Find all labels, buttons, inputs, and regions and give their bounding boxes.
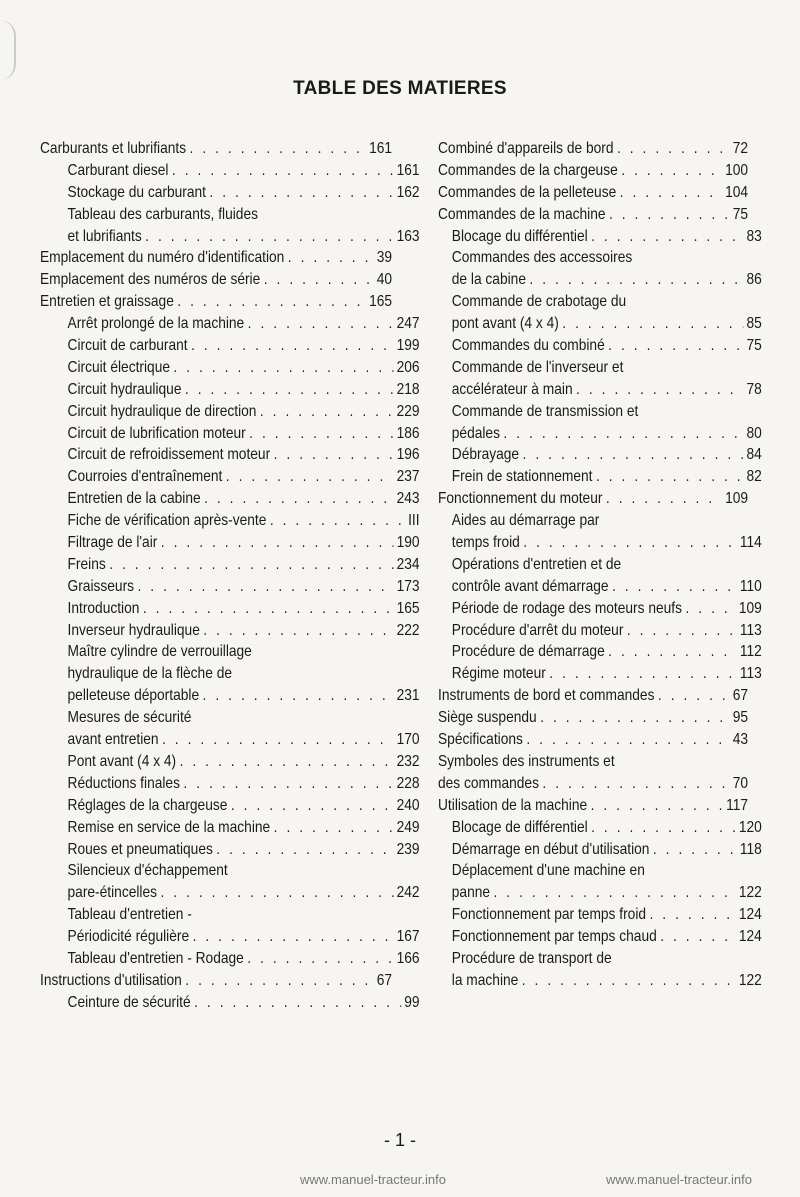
toc-entry-page: 109	[725, 490, 749, 508]
toc-entry[interactable]	[438, 839, 762, 861]
toc-entry[interactable]	[438, 620, 762, 642]
toc-entry-page: 70	[732, 774, 749, 792]
toc-entry-title: contrôle avant démarrage	[451, 577, 609, 595]
toc-entry[interactable]	[438, 882, 762, 904]
dot-leader	[177, 291, 365, 313]
toc-entry-page: 161	[396, 161, 420, 179]
toc-entry	[438, 401, 762, 423]
toc-entry-title: pédales	[451, 424, 500, 442]
toc-entry-title: Opérations d'entretien et de	[451, 555, 622, 573]
toc-entry-page: 113	[739, 621, 762, 639]
dot-leader	[523, 532, 736, 554]
toc-entry-title: Instruments de bord et commandes	[438, 687, 655, 705]
toc-entry-title: Commandes de la pelleteuse	[438, 183, 617, 201]
toc-entry-title: pont avant (4 x 4)	[451, 315, 559, 333]
dot-leader	[191, 335, 393, 357]
toc-entry-title: Circuit de refroidissement moteur	[67, 446, 271, 464]
toc-entry-title: Blocage de différentiel	[451, 818, 588, 836]
toc-entry-page: 112	[739, 643, 762, 661]
dot-leader	[216, 839, 393, 861]
toc-entry-title: Arrêt prolongé de la machine	[67, 315, 245, 333]
toc-entry-title: Circuit de carburant	[67, 337, 188, 355]
dot-leader	[260, 401, 393, 423]
dot-leader	[204, 488, 393, 510]
toc-entry-page: 239	[396, 840, 420, 858]
toc-entry-page: 43	[732, 731, 749, 749]
toc-entry-title: Circuit de lubrification moteur	[67, 424, 246, 442]
toc-entry-title: Procédure d'arrêt du moteur	[451, 621, 624, 639]
toc-entry[interactable]	[438, 904, 762, 926]
toc-entry-page: 75	[732, 205, 749, 223]
toc-entry-page: 231	[396, 687, 420, 705]
toc-entry[interactable]	[40, 335, 420, 357]
dot-leader	[549, 663, 736, 685]
dot-leader	[522, 970, 736, 992]
toc-entry[interactable]	[40, 598, 420, 620]
dot-leader	[160, 882, 393, 904]
toc-entry-page: 166	[396, 949, 420, 967]
toc-entry[interactable]	[40, 795, 420, 817]
toc-entry[interactable]	[40, 510, 420, 532]
toc-entry-page: 40	[376, 271, 393, 289]
toc-entry-page: 84	[746, 446, 762, 464]
toc-entry-page: 67	[732, 687, 749, 705]
toc-entry-page: 113	[739, 665, 762, 683]
dot-leader	[190, 138, 366, 160]
toc-entry	[40, 860, 420, 882]
toc-entry-page: 243	[396, 490, 420, 508]
toc-entry[interactable]	[438, 444, 762, 466]
toc-entry[interactable]	[438, 817, 762, 839]
toc-entry	[438, 247, 762, 269]
toc-entry-title: Réductions finales	[67, 774, 180, 792]
toc-entry-title: Démarrage en début d'utilisation	[451, 840, 650, 858]
toc-entry[interactable]	[438, 576, 762, 598]
toc-entry-title: Inverseur hydraulique	[67, 621, 200, 639]
page-number: - 1 -	[383, 1130, 416, 1150]
toc-entry[interactable]	[40, 357, 420, 379]
toc-entry-page: 162	[396, 183, 420, 201]
toc-entry-page: 72	[732, 140, 749, 157]
dot-leader	[685, 598, 735, 620]
toc-entry-title: Circuit hydraulique	[67, 380, 182, 398]
toc-entry[interactable]	[40, 466, 420, 488]
toc-entry-title: Aides au démarrage par	[451, 512, 600, 530]
toc-entry-title: panne	[451, 884, 491, 902]
toc-entry[interactable]	[40, 882, 420, 904]
toc-entry[interactable]	[40, 773, 420, 795]
toc-entry-title: Remise en service de la machine	[67, 818, 271, 836]
toc-entry-title: Introduction	[67, 599, 140, 617]
toc-entry-page: 85	[746, 315, 762, 333]
toc-entry-page: 124	[738, 906, 762, 924]
dot-leader	[143, 598, 393, 620]
dot-leader	[264, 269, 374, 291]
toc-entry[interactable]	[40, 839, 420, 861]
toc-entry-page: 86	[746, 271, 762, 289]
toc-entry-title: Siège suspendu	[438, 709, 537, 727]
toc-entry-page: 173	[396, 577, 420, 595]
dot-leader	[185, 379, 393, 401]
toc-entry-title: Combiné d'appareils de bord	[438, 140, 614, 157]
toc-entry	[438, 357, 762, 379]
dot-leader	[249, 423, 393, 445]
toc-entry	[438, 751, 748, 773]
toc-entry[interactable]	[438, 773, 748, 795]
toc-entry-title: des commandes	[438, 774, 539, 792]
dot-leader	[274, 817, 394, 839]
toc-entry-page: 222	[396, 621, 420, 639]
toc-entry[interactable]	[40, 729, 420, 751]
toc-entry-title: Mesures de sécurité	[67, 709, 192, 727]
toc-entry-title: Tableau d'entretien -	[67, 906, 192, 924]
dot-leader	[203, 685, 394, 707]
dot-leader	[162, 729, 393, 751]
toc-entry-page: 190	[396, 534, 420, 552]
dot-leader	[621, 160, 721, 182]
toc-entry-page: 163	[396, 227, 420, 245]
toc-entry[interactable]	[40, 313, 420, 335]
dot-leader	[542, 773, 729, 795]
toc-entry-title: Circuit hydraulique de direction	[67, 402, 257, 420]
dot-leader	[161, 532, 393, 554]
toc-entry	[40, 663, 420, 685]
toc-entry	[438, 948, 762, 970]
dot-leader	[649, 904, 735, 926]
toc-entry-title: Commandes de la chargeuse	[438, 161, 618, 179]
toc-entry[interactable]	[40, 576, 420, 598]
toc-entry[interactable]	[40, 488, 420, 510]
toc-entry-title: de la cabine	[451, 271, 526, 289]
toc-entry-title: pelleteuse déportable	[67, 687, 200, 705]
toc-entry-title: Silencieux d'échappement	[67, 862, 228, 880]
toc-entry-page: 95	[732, 709, 749, 727]
toc-entry-page: 124	[738, 928, 762, 946]
toc-entry[interactable]	[438, 423, 762, 445]
toc-entry[interactable]	[40, 423, 420, 445]
toc-entry-title: Frein de stationnement	[451, 468, 593, 486]
toc-entry-page: 186	[396, 424, 420, 442]
toc-entry	[40, 204, 420, 226]
toc-entry-page: III	[408, 512, 420, 530]
toc-entry-page: 167	[396, 928, 420, 946]
toc-entry	[438, 554, 762, 576]
toc-entry-title: Stockage du carburant	[67, 183, 206, 201]
toc-entry-title: Réglages de la chargeuse	[67, 796, 228, 814]
toc-entry-title: avant entretien	[67, 731, 159, 749]
toc-entry-page: 237	[396, 468, 420, 486]
toc-entry-page: 232	[396, 752, 420, 770]
toc-entry-title: Symboles des instruments et	[438, 752, 615, 770]
toc-entry-page: 83	[746, 227, 762, 245]
toc-entry-title: Procédure de transport de	[451, 949, 612, 967]
toc-entry-page: 114	[739, 534, 762, 552]
dot-leader	[274, 444, 394, 466]
toc-entry-title: Débrayage	[451, 446, 520, 464]
toc-entry-page: 75	[746, 337, 762, 355]
dot-leader	[653, 839, 737, 861]
dot-leader	[203, 620, 393, 642]
dot-leader	[526, 729, 729, 751]
toc-entry-title: Spécifications	[438, 731, 523, 749]
toc-entry-title: et lubrifiants	[67, 227, 142, 245]
toc-entry-page: 117	[726, 796, 749, 814]
dot-leader	[109, 554, 393, 576]
toc-entry-title: Fonctionnement par temps chaud	[451, 928, 657, 946]
toc-entry-title: Procédure de démarrage	[451, 643, 605, 661]
dot-leader	[562, 313, 743, 335]
dot-leader	[591, 817, 735, 839]
toc-entry[interactable]	[438, 532, 762, 554]
dot-leader	[658, 685, 729, 707]
toc-entry[interactable]	[40, 817, 420, 839]
toc-entry-page: 161	[369, 140, 393, 157]
dot-leader	[608, 335, 743, 357]
toc-entry[interactable]	[40, 401, 420, 423]
toc-entry[interactable]	[438, 488, 748, 510]
toc-entry-page: 206	[396, 358, 420, 376]
toc-entry-page: 218	[396, 380, 420, 398]
toc-entry[interactable]	[438, 226, 762, 248]
toc-entry-title: Emplacement du numéro d'identification	[40, 249, 285, 267]
toc-entry-title: Graisseurs	[67, 577, 135, 595]
page-edge-shadow	[0, 20, 16, 80]
toc-entry[interactable]	[40, 247, 392, 269]
toc-entry-page: 118	[739, 840, 762, 858]
dot-leader	[226, 466, 393, 488]
toc-entry-title: Carburant diesel	[67, 161, 169, 179]
toc-entry[interactable]	[40, 970, 392, 992]
dot-leader	[173, 357, 393, 379]
toc-entry-page: 249	[396, 818, 420, 836]
toc-entry[interactable]	[40, 554, 420, 576]
toc-entry-title: la machine	[451, 971, 519, 989]
toc-entry-title: hydraulique de la flèche de	[67, 665, 232, 683]
toc-entry[interactable]	[438, 138, 748, 160]
toc-entry-title: Tableau d'entretien - Rodage	[67, 949, 244, 967]
toc-entry[interactable]	[40, 992, 420, 1014]
toc-entry-title: temps froid	[451, 534, 520, 552]
toc-entry-title: Carburants et lubrifiants	[40, 140, 187, 157]
toc-entry[interactable]	[438, 160, 748, 182]
toc-entry-title: Commande de l'inverseur et	[451, 358, 624, 376]
toc-entry[interactable]	[438, 335, 762, 357]
dot-leader	[606, 488, 722, 510]
toc-entry[interactable]	[438, 795, 748, 817]
toc-entry-title: Circuit électrique	[67, 358, 170, 376]
dot-leader	[183, 773, 393, 795]
toc-entry-page: 196	[396, 446, 420, 464]
dot-leader	[612, 576, 736, 598]
toc-entry[interactable]	[438, 926, 762, 948]
toc-entry[interactable]	[40, 291, 392, 313]
toc-entry-title: Commande de transmission et	[451, 402, 639, 420]
dot-leader	[145, 226, 393, 248]
toc-entry-page: 165	[369, 293, 393, 311]
toc-entry[interactable]	[40, 532, 420, 554]
toc-entry-title: Commandes du combiné	[451, 337, 605, 355]
toc-entry-page: 165	[396, 599, 420, 617]
toc-entry-page: 109	[738, 599, 762, 617]
toc-entry-page: 82	[746, 468, 762, 486]
dot-leader	[620, 182, 722, 204]
toc-entry-page: 39	[376, 249, 393, 267]
toc-entry-title: Tableau des carburants, fluides	[67, 205, 258, 223]
toc-entry-page: 242	[396, 884, 420, 902]
dot-leader	[591, 795, 723, 817]
toc-entry[interactable]	[40, 948, 420, 970]
toc-entry-title: Commandes des accessoires	[451, 249, 633, 267]
dot-leader	[529, 269, 743, 291]
toc-entry[interactable]	[40, 685, 420, 707]
toc-entry[interactable]	[40, 620, 420, 642]
toc-entry-page: 122	[738, 971, 762, 989]
toc-entry[interactable]	[40, 269, 392, 291]
toc-entry	[438, 860, 762, 882]
dot-leader	[576, 379, 743, 401]
toc-entry[interactable]	[438, 466, 762, 488]
watermark-link[interactable]: www.manuel-tracteur.info	[300, 1172, 446, 1187]
toc-entry-page: 229	[396, 402, 420, 420]
toc-entry[interactable]	[438, 641, 762, 663]
toc-entry-title: Blocage du différentiel	[451, 227, 588, 245]
toc-entry	[40, 904, 420, 926]
toc-entry-title: Fonctionnement par temps froid	[451, 906, 647, 924]
toc-left-column	[40, 138, 420, 1014]
page-title: TABLE DES MATIERES	[293, 78, 507, 99]
toc-entry[interactable]	[438, 379, 762, 401]
dot-leader	[180, 751, 394, 773]
toc-entry-title: Roues et pneumatiques	[67, 840, 213, 858]
dot-leader	[591, 226, 743, 248]
toc-entry-title: Régime moteur	[451, 665, 546, 683]
toc-entry-title: Période de rodage des moteurs neufs	[451, 599, 683, 617]
toc-entry[interactable]	[438, 182, 748, 204]
dot-leader	[503, 423, 743, 445]
dot-leader	[194, 992, 401, 1014]
toc-entry	[40, 641, 420, 663]
toc-entry[interactable]	[438, 269, 762, 291]
toc-entry-page: 240	[396, 796, 420, 814]
toc-entry-title: Pont avant (4 x 4)	[67, 752, 177, 770]
dot-leader	[137, 576, 393, 598]
dot-leader	[540, 707, 729, 729]
toc-entry[interactable]	[40, 138, 392, 160]
toc-entry-title: accélérateur à main	[451, 380, 573, 398]
dot-leader	[248, 313, 394, 335]
toc-entry	[40, 707, 420, 729]
toc-entry-page: 234	[396, 555, 420, 573]
toc-entry-title: Utilisation de la machine	[438, 796, 588, 814]
dot-leader	[660, 926, 735, 948]
toc-entry[interactable]	[40, 160, 420, 182]
toc-entry-title: Commande de crabotage du	[451, 293, 627, 311]
dot-leader	[617, 138, 729, 160]
toc-entry[interactable]	[40, 444, 420, 466]
toc-entry[interactable]	[40, 182, 420, 204]
toc-entry-title: Entretien de la cabine	[67, 490, 201, 508]
dot-leader	[172, 160, 393, 182]
toc-entry-title: Déplacement d'une machine en	[451, 862, 645, 880]
toc-entry[interactable]	[438, 970, 762, 992]
toc-right-column	[438, 138, 762, 992]
watermark-link[interactable]: www.manuel-tracteur.info	[606, 1172, 752, 1187]
toc-entry[interactable]	[40, 926, 420, 948]
toc-entry-title: Freins	[67, 555, 106, 573]
toc-entry-page: 228	[396, 774, 420, 792]
toc-entry-title: Emplacement des numéros de série	[40, 271, 261, 289]
toc-entry-page: 122	[738, 884, 762, 902]
toc-entry-page: 247	[396, 315, 420, 333]
toc-entry-page: 170	[396, 731, 420, 749]
toc-entry-title: Ceinture de sécurité	[67, 993, 191, 1011]
toc-entry	[438, 291, 762, 313]
toc-entry-page: 104	[725, 183, 749, 201]
toc-entry-page: 99	[404, 993, 420, 1011]
toc-entry-page: 120	[738, 818, 762, 836]
dot-leader	[247, 948, 393, 970]
toc-entry[interactable]	[40, 226, 420, 248]
toc-entry-title: Filtrage de l'air	[67, 534, 158, 552]
toc-entry-title: Maître cylindre de verrouillage	[67, 643, 252, 661]
toc-entry-page: 78	[746, 380, 762, 398]
dot-leader	[209, 182, 393, 204]
toc-entry-page: 110	[739, 577, 762, 595]
toc-entry-title: Commandes de la machine	[438, 205, 606, 223]
toc-entry-title: Courroies d'entraînement	[67, 468, 223, 486]
toc-entry[interactable]	[438, 663, 762, 685]
toc-entry-title: Périodicité régulière	[67, 928, 190, 946]
dot-leader	[608, 641, 736, 663]
toc-entry[interactable]	[438, 707, 748, 729]
toc-entry[interactable]	[40, 751, 420, 773]
dot-leader	[493, 882, 735, 904]
toc-entry-title: Fiche de vérification après-vente	[67, 512, 267, 530]
dot-leader	[270, 510, 405, 532]
dot-leader	[627, 620, 737, 642]
toc-entry-page: 67	[376, 971, 393, 989]
dot-leader	[288, 247, 374, 269]
toc-entry-page: 100	[725, 161, 749, 179]
toc-entry[interactable]	[438, 204, 748, 226]
toc-entry[interactable]	[438, 313, 762, 335]
toc-entry	[438, 510, 762, 532]
toc-entry-title: Entretien et graissage	[40, 293, 174, 311]
dot-leader	[193, 926, 394, 948]
toc-entry-title: Fonctionnement du moteur	[438, 490, 603, 508]
toc-entry[interactable]	[438, 685, 748, 707]
dot-leader	[609, 204, 729, 226]
toc-entry[interactable]	[438, 729, 748, 751]
dot-leader	[523, 444, 744, 466]
toc-entry-title: pare-étincelles	[67, 884, 158, 902]
toc-entry[interactable]	[438, 598, 762, 620]
dot-leader	[185, 970, 373, 992]
toc-entry-title: Instructions d'utilisation	[40, 971, 182, 989]
toc-entry-page: 199	[396, 337, 420, 355]
toc-entry-page: 80	[746, 424, 762, 442]
dot-leader	[231, 795, 393, 817]
dot-leader	[596, 466, 743, 488]
toc-entry[interactable]	[40, 379, 420, 401]
